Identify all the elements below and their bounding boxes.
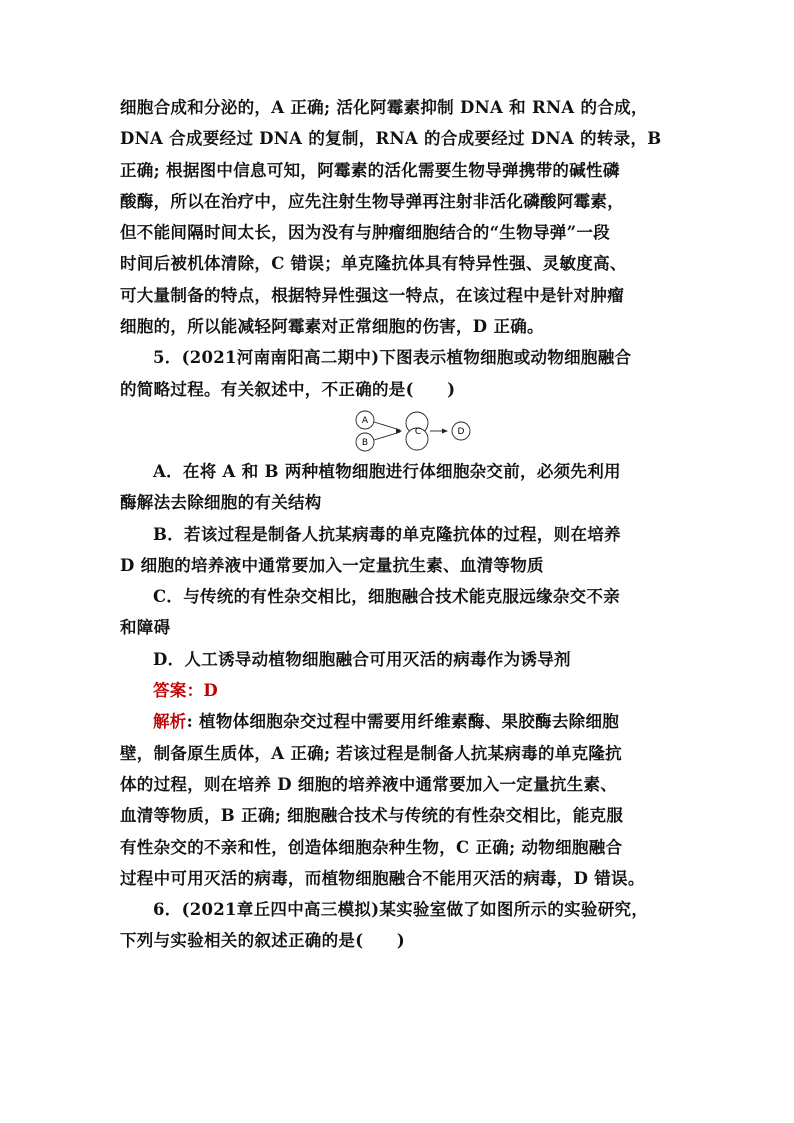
question-5-stem: 5．(2021河南南阳高二期中)下图表示植物细胞或动物细胞融合 [153,348,632,368]
text-line: 正确; 根据图中信息可知，阿霉素的活化需要生物导弹携带的碱性磷 [120,160,620,180]
text-line: 有性杂交的不亲和性，创造体细胞杂种生物，C 正确; 动物细胞融合 [120,837,623,857]
option-d: D．人工诱导动植物细胞融合可用灭活的病毒作为诱导剂 [153,649,571,669]
text-line: 可大量制备的特点，根据特异性强这一特点，在该过程中是针对肿瘤 [120,285,624,305]
analysis-first-line [120,706,676,737]
text-line: 时间后被机体清除，C 错误；单克隆抗体具有特异性强、灵敏度高、 [120,254,627,274]
question-5-stem-cont: 的简略过程。有关叙述中，不正确的是( ) [120,379,456,399]
text-line: 酸酶，所以在治疗中，应先注射生物导弹再注射非活化磷酸阿霉素， [120,191,624,211]
option-a: A．在将 A 和 B 两种植物细胞进行体细胞杂交前，必须先利用 [153,461,621,481]
document-page [120,92,676,957]
arrow-c-head [442,428,448,433]
cell-a-label: A [361,416,369,427]
text-line: 壁，制备原生质体，A 正确; 若该过程是制备人抗某病毒的单克隆抗 [120,743,622,763]
option-c-cont: 和障碍 [120,618,171,638]
option-a-cont: 酶解法去除细胞的有关结构 [120,493,322,513]
question-6-stem: 6．(2021章丘四中高三模拟)某实验室做了如图所示的实验研究， [153,900,649,920]
paragraph-analysis-continued [120,92,676,342]
text-line: 血清等物质，B 正确; 细胞融合技术与传统的有性杂交相比，能克服 [120,806,624,826]
question-6-stem-cont: 下列与实验相关的叙述正确的是( ) [120,931,406,951]
option-c: C．与传统的有性杂交相比，细胞融合技术能克服远缘杂交不亲 [153,587,621,607]
cell-fusion-diagram [120,409,676,453]
cell-fusion-figure [352,409,482,453]
text-line: 体的过程，则在培养 D 细胞的培养液中通常要加入一定量抗生素、 [120,774,618,794]
analysis-text: : 植物体细胞杂交过程中需要用纤维素酶、果胶酶去除细胞 [186,712,620,732]
text-line: 过程中可用灭活的病毒，而植物细胞融合不能用灭活的病毒，D 错误。 [120,868,645,888]
cell-b-label: B [361,438,369,449]
analysis-block [120,706,676,894]
text-line: DNA 合成要经过 DNA 的复制，RNA 的合成要经过 DNA 的转录，B [120,129,662,149]
text-line: 但不能间隔时间太长，因为没有与肿瘤细胞结合的“生物导弹”一段 [120,223,610,243]
text-line: 细胞的，所以能减轻阿霉素对正常细胞的伤害，D 正确。 [120,317,544,337]
question-6 [120,894,676,957]
cell-d-label: D [457,427,465,438]
option-b: B．若该过程是制备人抗某病毒的单克隆抗体的过程，则在培养 [153,524,621,544]
question-5 [120,342,676,405]
option-b-cont: D 细胞的培养液中通常要加入一定量抗生素、血清等物质 [120,555,544,575]
analysis-label: 解析 [153,712,187,732]
question-5-options [120,456,676,675]
cell-c-label: C [414,427,422,438]
arrow-merge-head [396,428,402,434]
answer-line: 答案：D [153,681,219,701]
text-line: 细胞合成和分泌的，A 正确; 活化阿霉素抑制 DNA 和 RNA 的合成， [120,98,648,117]
